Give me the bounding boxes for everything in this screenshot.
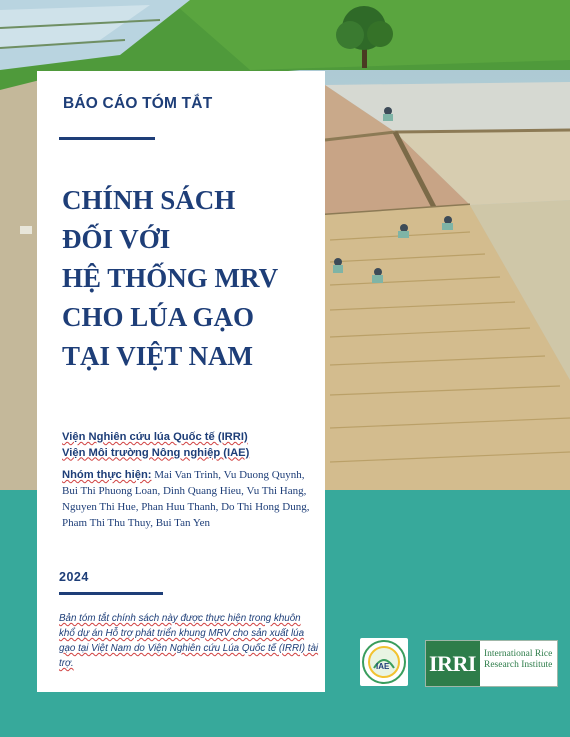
authors-label: Nhóm thực hiện:: [62, 469, 152, 481]
authors-list: Mai Van Trinh, Vu Duong Quynh, Bui Thi Phuong Loan, Dinh Quang Hieu, Vu Thi Hang, Nguyen Thi Hue, Phan Huu Thanh, Do Thi Hong Dung, Pham Thi Thu Thuy, Bui Tan Yen: [62, 469, 310, 529]
institution-irri: Viện Nghiên cứu lúa Quốc tế (IRRI): [62, 431, 248, 443]
iae-emblem-icon: [360, 638, 408, 686]
report-type-label: BÁO CÁO TÓM TẮT: [63, 95, 213, 112]
funding-note: Bản tóm tắt chính sách này được thực hiện trong khuôn khổ dự án Hỗ trợ phát triển khung MRV cho sản xuất lúa gạo tại Việt Nam do Viện Nghiên cứu Lúa Quốc tế (IRRI) tài trợ.: [59, 613, 319, 669]
title-line: CHO LÚA GẠO: [62, 302, 255, 332]
irri-logo-text: International Rice Research Institute: [484, 649, 553, 670]
irri-logo-mark: IRRI: [429, 651, 476, 676]
title-line: HỆ THỐNG MRV: [62, 263, 279, 293]
divider-top: [59, 137, 155, 140]
iae-logo: [360, 638, 408, 686]
title-line: TẠI VIỆT NAM: [62, 341, 254, 371]
authors-block: [62, 467, 312, 531]
title-line: CHÍNH SÁCH: [62, 185, 236, 215]
institution-iae: Viện Môi trường Nông nghiệp (IAE): [62, 446, 250, 459]
irri-logo: [425, 640, 558, 687]
irri-logo-mark-bg: [426, 641, 480, 686]
cover-card: [37, 71, 325, 692]
title-line: ĐỐI VỚI: [62, 224, 171, 254]
report-title: [62, 181, 320, 376]
divider-bottom: [59, 592, 163, 595]
report-year: 2024: [59, 570, 89, 584]
iae-logo-text: IAE: [376, 662, 390, 671]
institutions: [62, 430, 312, 461]
